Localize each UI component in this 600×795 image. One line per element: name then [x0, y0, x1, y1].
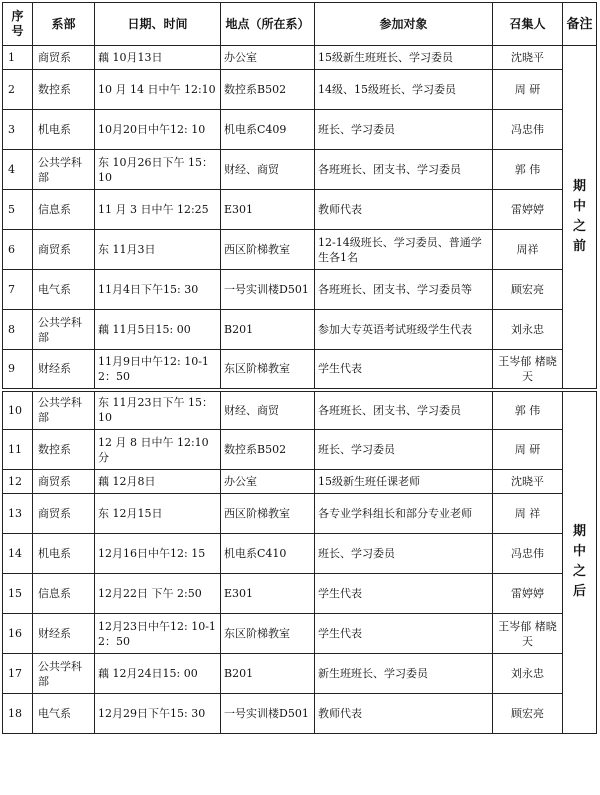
cell-attendees: 参加大专英语考试班级学生代表 [315, 310, 493, 350]
cell-date: 12月16日中午12: 15 [95, 534, 221, 574]
cell-no: 10 [3, 390, 33, 430]
cell-dept: 信息系 [33, 190, 95, 230]
cell-attendees: 学生代表 [315, 614, 493, 654]
cell-attendees: 新生班班长、学习委员 [315, 654, 493, 694]
table-row [3, 310, 597, 350]
cell-no: 6 [3, 230, 33, 270]
header-attendees: 参加对象 [315, 3, 493, 46]
table-row [3, 470, 597, 494]
cell-date: 11月4日下午15: 30 [95, 270, 221, 310]
cell-dept: 数控系 [33, 70, 95, 110]
cell-date: 藕 12月8日 [95, 470, 221, 494]
cell-attendees: 各专业学科组长和部分专业老师 [315, 494, 493, 534]
cell-no: 11 [3, 430, 33, 470]
header-date: 日期、时间 [95, 3, 221, 46]
cell-no: 14 [3, 534, 33, 574]
cell-dept: 商贸系 [33, 46, 95, 70]
cell-dept: 财经系 [33, 614, 95, 654]
cell-place: 东区阶梯教室 [221, 350, 315, 390]
cell-date: 10月20日中午12: 10 [95, 110, 221, 150]
cell-place: 机电系C409 [221, 110, 315, 150]
cell-no: 17 [3, 654, 33, 694]
cell-place: E301 [221, 574, 315, 614]
table-row [3, 494, 597, 534]
cell-dept: 公共学科部 [33, 150, 95, 190]
table-row [3, 534, 597, 574]
cell-convener: 顾宏亮 [493, 694, 563, 734]
cell-attendees: 教师代表 [315, 694, 493, 734]
cell-place: 财经、商贸 [221, 150, 315, 190]
cell-place: 一号实训楼D501 [221, 270, 315, 310]
cell-place: 办公室 [221, 470, 315, 494]
cell-attendees: 各班班长、团支书、学习委员等 [315, 270, 493, 310]
table-row [3, 694, 597, 734]
cell-no: 5 [3, 190, 33, 230]
cell-place: E301 [221, 190, 315, 230]
cell-place: 办公室 [221, 46, 315, 70]
cell-attendees: 12-14级班长、学习委员、普通学生各1名 [315, 230, 493, 270]
table-row [3, 150, 597, 190]
cell-dept: 电气系 [33, 270, 95, 310]
cell-attendees: 15级新生班班长、学习委员 [315, 46, 493, 70]
table-row [3, 46, 597, 70]
cell-convener: 郭 伟 [493, 150, 563, 190]
cell-convener: 沈晓平 [493, 470, 563, 494]
cell-attendees: 各班班长、团支书、学习委员 [315, 390, 493, 430]
cell-no: 13 [3, 494, 33, 534]
cell-attendees: 学生代表 [315, 574, 493, 614]
table-body [3, 46, 597, 734]
table-row [3, 614, 597, 654]
cell-date: 11 月 3 日中午 12:25 [95, 190, 221, 230]
cell-dept: 机电系 [33, 110, 95, 150]
table-row [3, 574, 597, 614]
cell-dept: 信息系 [33, 574, 95, 614]
cell-convener: 周 研 [493, 430, 563, 470]
cell-date: 藕 10月13日 [95, 46, 221, 70]
cell-no: 12 [3, 470, 33, 494]
cell-convener: 顾宏亮 [493, 270, 563, 310]
cell-convener: 周 研 [493, 70, 563, 110]
cell-dept: 机电系 [33, 534, 95, 574]
header-dept: 系部 [33, 3, 95, 46]
cell-no: 3 [3, 110, 33, 150]
cell-convener: 冯忠伟 [493, 534, 563, 574]
cell-convener: 雷婷婷 [493, 574, 563, 614]
cell-place: 机电系C410 [221, 534, 315, 574]
cell-convener: 刘永忠 [493, 654, 563, 694]
cell-date: 11月9日中午12: 10-12：50 [95, 350, 221, 390]
cell-attendees: 各班班长、团支书、学习委员 [315, 150, 493, 190]
cell-attendees: 14级、15级班长、学习委员 [315, 70, 493, 110]
schedule-document [2, 2, 596, 792]
table-row [3, 190, 597, 230]
cell-place: 西区阶梯教室 [221, 230, 315, 270]
cell-dept: 商贸系 [33, 494, 95, 534]
cell-date: 12月22日 下午 2:50 [95, 574, 221, 614]
table-row [3, 654, 597, 694]
table-row [3, 350, 597, 390]
cell-no: 9 [3, 350, 33, 390]
cell-no: 1 [3, 46, 33, 70]
note-before-midterm [563, 46, 597, 390]
cell-place: B201 [221, 654, 315, 694]
header-convener: 召集人 [493, 3, 563, 46]
table-row [3, 110, 597, 150]
meeting-schedule-table [2, 2, 597, 734]
cell-convener: 郭 伟 [493, 390, 563, 430]
cell-dept: 商贸系 [33, 470, 95, 494]
cell-place: 西区阶梯教室 [221, 494, 315, 534]
cell-no: 2 [3, 70, 33, 110]
cell-date: 藕 11月5日15: 00 [95, 310, 221, 350]
cell-attendees: 15级新生班任课老师 [315, 470, 493, 494]
cell-attendees: 学生代表 [315, 350, 493, 390]
note-after-midterm [563, 390, 597, 734]
cell-place: 一号实训楼D501 [221, 694, 315, 734]
cell-no: 15 [3, 574, 33, 614]
cell-convener: 刘永忠 [493, 310, 563, 350]
cell-convener: 周祥 [493, 230, 563, 270]
cell-place: 数控系B502 [221, 70, 315, 110]
note-label: 期中之后 [572, 524, 586, 600]
cell-dept: 公共学科部 [33, 654, 95, 694]
cell-attendees: 班长、学习委员 [315, 430, 493, 470]
cell-dept: 电气系 [33, 694, 95, 734]
cell-convener: 冯忠伟 [493, 110, 563, 150]
cell-dept: 财经系 [33, 350, 95, 390]
table-row [3, 390, 597, 430]
note-label: 期中之前 [572, 178, 586, 254]
cell-attendees: 班长、学习委员 [315, 110, 493, 150]
cell-no: 4 [3, 150, 33, 190]
cell-dept: 公共学科部 [33, 310, 95, 350]
cell-place: 东区阶梯教室 [221, 614, 315, 654]
header-no: 序号 [3, 3, 33, 46]
cell-no: 16 [3, 614, 33, 654]
cell-convener: 周 祥 [493, 494, 563, 534]
cell-convener: 沈晓平 [493, 46, 563, 70]
cell-place: 数控系B502 [221, 430, 315, 470]
cell-dept: 商贸系 [33, 230, 95, 270]
header-note: 备注 [563, 3, 597, 46]
cell-attendees: 教师代表 [315, 190, 493, 230]
cell-date: 12月23日中午12: 10-12：50 [95, 614, 221, 654]
cell-place: 财经、商贸 [221, 390, 315, 430]
cell-date: 东 11月3日 [95, 230, 221, 270]
table-row [3, 430, 597, 470]
cell-no: 7 [3, 270, 33, 310]
cell-date: 东 11月23日下午 15：10 [95, 390, 221, 430]
table-row [3, 230, 597, 270]
table-row [3, 270, 597, 310]
cell-attendees: 班长、学习委员 [315, 534, 493, 574]
cell-convener: 王岑郁 楮晓天 [493, 614, 563, 654]
cell-date: 10 月 14 日中午 12:10 [95, 70, 221, 110]
cell-date: 东 12月15日 [95, 494, 221, 534]
cell-place: B201 [221, 310, 315, 350]
cell-date: 东 10月26日下午 15：10 [95, 150, 221, 190]
cell-dept: 公共学科部 [33, 390, 95, 430]
cell-dept: 数控系 [33, 430, 95, 470]
table-row [3, 70, 597, 110]
header-row [3, 3, 597, 46]
cell-date: 藕 12月24日15: 00 [95, 654, 221, 694]
header-place: 地点（所在系） [221, 3, 315, 46]
cell-date: 12 月 8 日中午 12:10分 [95, 430, 221, 470]
cell-date: 12月29日下午15: 30 [95, 694, 221, 734]
cell-no: 8 [3, 310, 33, 350]
cell-no: 18 [3, 694, 33, 734]
cell-convener: 雷婷婷 [493, 190, 563, 230]
cell-convener: 王岑郁 楮晓天 [493, 350, 563, 390]
